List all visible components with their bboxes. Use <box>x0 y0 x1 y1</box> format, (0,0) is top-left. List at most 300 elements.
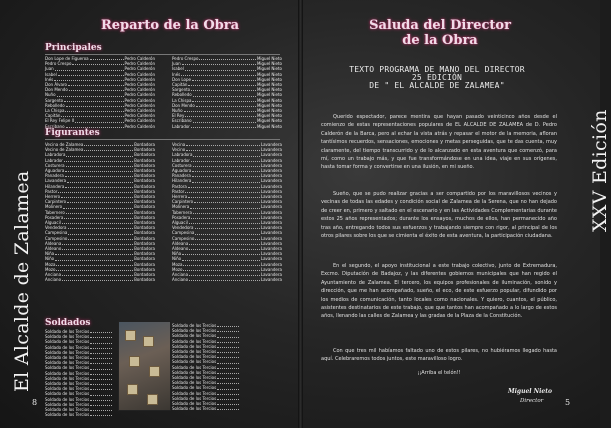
dot-leader <box>69 87 124 91</box>
dot-leader <box>217 370 239 374</box>
cast-row <box>172 406 240 411</box>
dot-leader <box>191 215 260 219</box>
dot-leader <box>195 230 260 234</box>
cast-character: Soldado de los Tercios <box>172 401 217 407</box>
cast-row <box>45 277 155 282</box>
cast-character: Anciano <box>45 277 62 283</box>
cast-role: Bordadora <box>134 230 155 236</box>
cast-role: Lavandera <box>260 157 282 163</box>
dot-leader <box>217 401 239 405</box>
dot-leader <box>90 397 112 401</box>
dot-leader <box>217 380 239 384</box>
cast-role: Lavandera <box>260 246 282 252</box>
cast-character: Pastor <box>45 188 58 194</box>
dot-leader <box>68 82 124 86</box>
dot-leader <box>58 72 124 76</box>
dot-leader <box>64 98 123 102</box>
dot-leader <box>67 178 133 182</box>
cast-character: Tabernera <box>172 209 192 215</box>
cast-role: Lavandera <box>260 214 282 220</box>
cast-role: Lavandera <box>260 168 282 174</box>
cast-role: Pedro Calderón <box>124 87 155 93</box>
dot-leader <box>217 354 239 358</box>
page-gutter <box>298 0 303 428</box>
cast-character: El Rey Felipe II <box>45 118 75 124</box>
cast-role: Lavandera <box>260 235 282 241</box>
cast-character: Hilandera <box>45 183 65 189</box>
dot-leader <box>64 215 133 219</box>
cast-character: Isabel <box>45 71 57 77</box>
cast-role: Lavandera <box>260 178 282 184</box>
cast-role: Bordadora <box>134 240 155 246</box>
photo-tile <box>127 384 138 395</box>
dot-leader <box>62 277 133 281</box>
dot-leader <box>193 163 260 167</box>
cast-character: Soldado de los Tercios <box>45 349 90 355</box>
soldados-column-right <box>172 323 240 411</box>
cast-role: Bordadora <box>134 277 155 283</box>
cast-character: Soldado de los Tercios <box>45 396 90 402</box>
cast-character: Mozo <box>172 266 183 272</box>
dot-leader <box>182 61 256 65</box>
dot-leader <box>90 329 112 333</box>
right-heading-line2: de la Obra <box>402 33 478 48</box>
cast-character: Aldeana <box>172 240 189 246</box>
cast-character: Soldado de los Tercios <box>45 344 90 350</box>
cast-role: Miguel Nieto <box>256 92 282 98</box>
dot-leader <box>217 328 239 332</box>
dot-leader <box>90 376 112 380</box>
cast-role: Miguel Nieto <box>256 76 282 82</box>
dot-leader <box>217 339 239 343</box>
cast-role: Bordadora <box>134 266 155 272</box>
dot-leader <box>90 360 112 364</box>
dot-leader <box>186 142 260 146</box>
cast-role: Bordadora <box>134 162 155 168</box>
cast-role: Pedro Calderón <box>124 92 155 98</box>
dot-leader <box>90 365 112 369</box>
dot-leader <box>192 98 255 102</box>
cast-character: Capitán <box>45 113 61 119</box>
cast-character: Panadera <box>172 173 191 179</box>
dot-leader <box>199 56 256 60</box>
dot-leader <box>90 402 112 406</box>
dot-leader <box>67 199 133 203</box>
left-vertical-title: El Alcalde de Zalamea <box>11 170 33 392</box>
cast-role: Lavandera <box>260 142 282 147</box>
dot-leader <box>185 66 256 70</box>
body-paragraph-1: Querido espectador, parece mentira que hayan pasado veinticinco años desde el comienzo de estas representaciones populares de EL ALCALDE DE ZALAMEA de D. Pedro Calderón de la Barca, pero al echar la vista atrás y repasar el motor de la memoria, afloran tantísimos recuerdos, sensaciones, emociones y metas perseguidas, que te das cuenta, muy claramente, del tiempo transcurrido y de lo alcanzado en esta aventura que comenzó, para mí, como un trabajo más, y que fue transformándose en una idea, viaje en sus orígenes, hasta tomar forma y convertirse en una ilusión, en mi sueño. <box>321 114 557 171</box>
cast-role: Pedro Calderón <box>124 82 155 88</box>
cast-character: Niña <box>172 251 182 257</box>
cast-role: Miguel Nieto <box>256 87 282 93</box>
signature-role: Director <box>520 398 544 404</box>
cast-character: Niña <box>45 251 55 257</box>
cast-character: Soldado de los Tercios <box>172 364 217 370</box>
dot-leader <box>65 173 133 177</box>
cast-character: Soldado de los Tercios <box>45 339 90 345</box>
cast-role: Bordadora <box>134 183 155 189</box>
dot-leader <box>184 108 256 112</box>
cast-role: Pedro Calderón <box>124 123 155 129</box>
right-page-number: 5 <box>565 398 571 407</box>
cast-character: Molinera <box>172 204 190 210</box>
dot-leader <box>62 246 133 250</box>
cast-character: Campesina <box>45 230 68 236</box>
dot-leader <box>66 103 124 107</box>
cast-character: Sargento <box>172 87 191 93</box>
dot-leader <box>90 391 112 395</box>
signature-name: Miguel Nieto <box>508 388 553 395</box>
dot-leader <box>183 262 259 266</box>
cast-role: Pedro Calderón <box>124 71 155 77</box>
dot-leader <box>90 56 124 60</box>
cast-character: Niño <box>172 256 182 262</box>
dot-leader <box>217 333 239 337</box>
cast-character: Soldado de los Tercios <box>45 329 90 334</box>
cast-character: La Chispa <box>172 97 192 103</box>
dot-leader <box>196 103 256 107</box>
cast-role: Lavandera <box>260 183 282 189</box>
dot-leader <box>191 158 260 162</box>
dot-leader <box>66 163 134 167</box>
dot-leader <box>189 246 260 250</box>
cast-character: Soldado de los Tercios <box>45 334 90 340</box>
dot-leader <box>66 152 133 156</box>
cast-character: Soldado de los Tercios <box>45 407 90 413</box>
cast-role: Bordadora <box>134 173 155 179</box>
cast-character: Moza <box>45 261 56 267</box>
program-title-line3: DE " EL ALCALDE DE ZALAMEA" <box>369 81 505 90</box>
cast-character: Nuño <box>172 108 183 114</box>
cast-role: Lavandera <box>260 272 282 278</box>
cast-character: Soldado de los Tercios <box>172 323 217 328</box>
cast-role: Miguel Nieto <box>256 66 282 72</box>
cast-character: Soldado de los Tercios <box>172 406 217 412</box>
cast-character: Soldado de los Tercios <box>172 380 217 386</box>
dot-leader <box>183 267 259 271</box>
dot-leader <box>191 87 256 91</box>
dot-leader <box>62 241 133 245</box>
cast-character: Vendedora <box>172 225 194 231</box>
dot-leader <box>217 323 239 327</box>
cast-character: Soldado de los Tercios <box>45 360 90 366</box>
cast-role: Bordadora <box>134 188 155 194</box>
photo-tile <box>125 330 136 341</box>
dot-leader <box>66 210 133 214</box>
cast-character: Don Álvaro <box>45 82 68 88</box>
cast-role: Pedro Calderón <box>124 66 155 72</box>
cast-character: Soldado de los Tercios <box>172 359 217 365</box>
dot-leader <box>195 236 260 240</box>
cast-role: Miguel Nieto <box>256 113 282 119</box>
dot-leader <box>190 204 260 208</box>
dot-leader <box>56 267 133 271</box>
dot-leader <box>65 184 133 188</box>
dot-leader <box>188 82 255 86</box>
cast-role: Miguel Nieto <box>256 97 282 103</box>
cast-character: Soldado de los Tercios <box>45 386 90 392</box>
dot-leader <box>182 251 260 255</box>
dot-leader <box>90 339 112 343</box>
principales-column-left <box>45 56 155 129</box>
cast-character: Costurera <box>45 162 65 168</box>
cast-role: Bordadora <box>134 157 155 163</box>
dot-leader <box>185 189 259 193</box>
cast-role: Bordadora <box>134 204 155 210</box>
cast-character: Soldado de los Tercios <box>172 395 217 401</box>
dot-leader <box>62 272 133 276</box>
dot-leader <box>181 72 256 76</box>
cast-character: Molinero <box>45 204 63 210</box>
cast-character: Aldeana <box>45 240 62 246</box>
dot-leader <box>55 251 133 255</box>
body-paragraph-4: Con que tres mil habíamos faltado uno de estos pilares, no hubiéramos llegado hasta aquí. Celebraremos todos juntos, este maravilloso logro. <box>321 348 557 363</box>
cast-character: Herrera <box>172 194 188 200</box>
cast-role: Miguel Nieto <box>256 71 282 77</box>
cast-role: Lavandera <box>260 256 282 262</box>
cast-role: Miguel Nieto <box>256 102 282 108</box>
program-title-line2: 25 EDICIÓN <box>411 73 463 82</box>
soldados-heading: Soldados <box>45 318 91 328</box>
cast-role: Bordadora <box>134 261 155 267</box>
dot-leader <box>186 147 260 151</box>
cast-role: Pedro Calderón <box>124 56 155 61</box>
cast-role: Lavandera <box>260 162 282 168</box>
dot-leader <box>90 334 112 338</box>
figurantes-rule <box>45 139 280 140</box>
cast-role: Miguel Nieto <box>256 108 282 114</box>
cast-role: Pedro Calderón <box>124 113 155 119</box>
cast-role: Bordadora <box>134 225 155 231</box>
cast-character: Alguacil <box>172 220 188 226</box>
dot-leader <box>90 371 112 375</box>
cast-role: Lavandera <box>260 152 282 158</box>
cast-role: Pedro Calderón <box>124 108 155 114</box>
dot-leader <box>192 173 260 177</box>
cast-character: Soldado de los Tercios <box>172 354 217 360</box>
right-page-heading <box>350 18 530 48</box>
cast-character: Campesino <box>45 235 68 241</box>
cast-character: Capitán <box>172 82 188 88</box>
right-heading-line1: Saluda del Director <box>369 18 511 33</box>
cast-character: Soldado de los Tercios <box>172 328 217 334</box>
cast-role: Bordadora <box>134 214 155 220</box>
cast-character: Soldado de los Tercios <box>172 338 217 344</box>
cast-character: Soldado de los Tercios <box>45 370 90 376</box>
cast-role: Miguel Nieto <box>256 123 282 129</box>
cast-character: Soldado de los Tercios <box>45 375 90 381</box>
dot-leader <box>217 359 239 363</box>
cast-character: Aguadora <box>172 168 192 174</box>
dot-leader <box>217 349 239 353</box>
cast-character: Campesina <box>172 230 195 236</box>
cast-character: Anciano <box>172 277 189 283</box>
cast-role: Bordadora <box>134 147 155 153</box>
cast-character: Aldeano <box>172 246 189 252</box>
cast-character: Mozo <box>45 266 56 272</box>
dot-leader <box>90 386 112 390</box>
cast-character: Hilandera <box>172 178 192 184</box>
principales-rule <box>45 54 280 55</box>
cast-character: Lavandera <box>45 178 67 184</box>
cast-character: Juan <box>172 61 181 67</box>
cast-role: Lavandera <box>260 261 282 267</box>
cast-character: Vecino <box>172 147 186 153</box>
dot-leader <box>90 412 112 416</box>
cast-character: Escribano <box>172 118 192 124</box>
cast-character: Moza <box>172 261 183 267</box>
cast-character: Rebolledo <box>172 92 192 98</box>
cast-character: Soldado de los Tercios <box>172 375 217 381</box>
cast-character: Nuño <box>45 92 56 98</box>
cast-character: Pastor <box>172 188 185 194</box>
cast-character: Soldado de los Tercios <box>172 333 217 339</box>
dot-leader <box>217 385 239 389</box>
dot-leader <box>189 220 260 224</box>
cast-character: Rebolledo <box>45 102 65 108</box>
cast-character: Vecina de Zalamea <box>45 142 84 147</box>
cast-character: Soldado de los Tercios <box>45 355 90 361</box>
dot-leader <box>189 277 260 281</box>
dot-leader <box>217 375 239 379</box>
photo-tile <box>143 336 154 347</box>
dot-leader <box>185 113 256 117</box>
dot-leader <box>192 77 256 81</box>
dot-leader <box>188 184 260 188</box>
dot-leader <box>63 204 133 208</box>
dot-leader <box>61 194 133 198</box>
cast-character: Vendedora <box>45 225 67 231</box>
cast-role: Lavandera <box>260 230 282 236</box>
cast-role: Lavandera <box>260 199 282 205</box>
dot-leader <box>84 142 133 146</box>
cast-role: Pedro Calderón <box>124 102 155 108</box>
cast-character: Carpintero <box>45 199 67 205</box>
figurantes-column-left <box>45 142 155 282</box>
cast-role: Lavandera <box>260 147 282 153</box>
dot-leader <box>90 355 112 359</box>
cast-character: Tabernero <box>45 209 65 215</box>
dot-leader <box>217 365 239 369</box>
cast-character: Soldado de los Tercios <box>45 401 90 407</box>
dot-leader <box>193 118 256 122</box>
figurantes-heading: Figurantes <box>45 128 100 138</box>
dot-leader <box>217 391 239 395</box>
dot-leader <box>193 152 259 156</box>
dot-leader <box>193 210 260 214</box>
cast-character: Anciana <box>172 272 189 278</box>
cast-role: Bordadora <box>134 272 155 278</box>
principales-heading: Principales <box>45 43 102 53</box>
cast-role: Lavandera <box>260 194 282 200</box>
cast-character: Labradora <box>45 152 66 158</box>
cast-role: Lavandera <box>260 204 282 210</box>
dot-leader <box>191 124 256 128</box>
cast-role: Bordadora <box>134 199 155 205</box>
cast-role: Lavandera <box>260 225 282 231</box>
cast-character: Alguacil <box>45 220 61 226</box>
cast-character: Soldado de los Tercios <box>45 365 90 371</box>
dot-leader <box>90 381 112 385</box>
dot-leader <box>68 225 134 229</box>
cast-role: Lavandera <box>260 220 282 226</box>
cast-character: Soldado de los Tercios <box>172 369 217 375</box>
cast-role: Lavandera <box>260 209 282 215</box>
cast-row <box>172 277 282 282</box>
cast-character: Posadera <box>172 214 191 220</box>
cast-role: Miguel Nieto <box>256 82 282 88</box>
dot-leader <box>90 407 112 411</box>
cast-character: Niño <box>45 256 55 262</box>
dot-leader <box>194 199 260 203</box>
dot-leader <box>182 256 260 260</box>
cast-character: La Chispa <box>45 108 65 114</box>
dot-leader <box>217 406 239 410</box>
dot-leader <box>188 194 260 198</box>
cast-role: Miguel Nieto <box>256 118 282 124</box>
cast-role: Pedro Calderón <box>124 97 155 103</box>
cast-character: Costurera <box>172 162 192 168</box>
cast-character: El Rey <box>172 113 185 119</box>
cast-role: Bordadora <box>134 251 155 257</box>
cast-character: Soldado de los Tercios <box>172 385 217 391</box>
dot-leader <box>90 345 112 349</box>
dot-leader <box>217 344 239 348</box>
dot-leader <box>55 256 133 260</box>
cast-character: Panadera <box>45 173 64 179</box>
cast-role: Bordadora <box>134 168 155 174</box>
cast-role: Pedro Calderón <box>124 76 155 82</box>
cast-character: Posadera <box>45 214 64 220</box>
cast-row <box>45 412 113 417</box>
cast-character: Soldado de los Tercios <box>45 381 90 387</box>
dot-leader <box>57 92 124 96</box>
dot-leader <box>217 396 239 400</box>
cast-character: Sargento <box>45 97 64 103</box>
body-paragraph-2: Sueño, que se pudo realizar gracias a ser compartido por los maravillosos vecinos y vecinas de todas las edades y condición social de Zalamea de la Serena, que no han dejado de creer en, primero y saltado en el escenario y en las Actividades Complementarias durante estos 25 años representados; durante los ensayos, muchos de ellos, han permanecido año tras año, entregando todos sus esfuerzos y trabajando siempre con rigor, al principal de los otros pilares sobre los que se cimienta el éxito de esta aventura, la participación ciudadana. <box>321 191 557 240</box>
dot-leader <box>68 230 133 234</box>
dot-leader <box>56 262 133 266</box>
dot-leader <box>189 272 260 276</box>
dot-leader <box>68 236 133 240</box>
cast-character: Isabel <box>172 66 184 72</box>
dot-leader <box>192 178 260 182</box>
body-paragraph-3: En el segundo, el apoyo institucional a este trabajo colectivo, junto de Extremadura, Excmo. Diputación de Badajoz, y las diferentes gobiernos municipales que han regido el Ayuntamiento de Zalamea. El tercero, los equipos profesionales de iluminación, sonido y dirección, que me han acompañado, sueño, el eco, de este esfuerzo popular, difundido por los medios de comunicación, tanto locales como nacionales. Y quiero, cuantos, el público, asistentes destinatarios de este trabajo, que que tantos han acompañado a lo largo de estos años, llenando las calles de Zalamea y las gradas de la Plaza de la Constitución. <box>321 263 557 320</box>
dot-leader <box>65 168 133 172</box>
cast-character: Soldado de los Tercios <box>45 391 90 397</box>
soldados-column-left <box>45 329 113 417</box>
cast-character: Inés <box>45 76 54 82</box>
cast-character: Campesino <box>172 235 195 241</box>
cast-character: Don Lope de Figueroa <box>45 56 89 61</box>
left-page-heading: Reparto de la Obra <box>100 18 240 33</box>
cast-role: Lavandera <box>260 173 282 179</box>
cast-character: Don Mendo <box>45 87 68 93</box>
cast-character: Soldado de los Tercios <box>45 412 90 418</box>
cast-character: Carpintero <box>172 199 194 205</box>
cast-character: Soldado de los Tercios <box>172 349 217 355</box>
dot-leader <box>72 61 123 65</box>
cast-character: Vecino de Zalamea <box>45 147 84 153</box>
cast-role: Bordadora <box>134 194 155 200</box>
dot-leader <box>195 225 260 229</box>
dot-leader <box>75 118 124 122</box>
program-title <box>322 66 552 90</box>
cast-role: Bordadora <box>134 246 155 252</box>
cast-role: Bordadora <box>134 220 155 226</box>
dot-leader <box>54 77 123 81</box>
